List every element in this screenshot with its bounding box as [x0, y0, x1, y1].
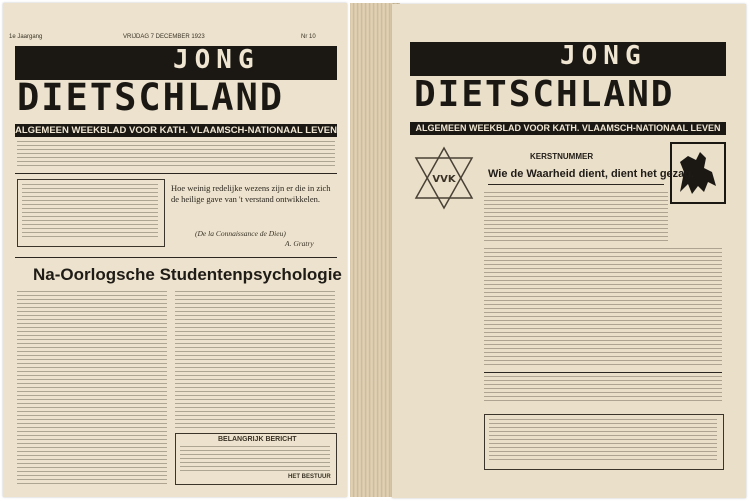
quote-text: Hoe weinig redelijke wezens zijn er die in zich de heilige gave van 't verstand ontwikkelen. — [171, 183, 331, 204]
contents-list — [489, 419, 717, 463]
left-newspaper — [3, 3, 347, 497]
motto: Wie de Waarheid dient, dient het gezag. — [488, 168, 695, 180]
contributors-list — [484, 192, 668, 242]
christmas-label: KERSTNUMMER — [530, 152, 594, 161]
avv-vvk-emblem-icon — [410, 144, 478, 212]
article-column-left — [17, 291, 167, 487]
contents-box — [17, 179, 165, 247]
quote-source: (De la Connaissance de Dieu) — [195, 229, 286, 238]
masthead-jong: JONG — [173, 45, 260, 75]
notice-sign: HET BESTUUR — [288, 474, 331, 480]
notice-box — [175, 433, 337, 485]
divider — [15, 257, 337, 258]
article-body-lower — [484, 376, 722, 404]
divider — [488, 184, 664, 185]
editorial-info — [17, 141, 335, 169]
masthead-title: DIETSCHLAND — [17, 76, 285, 119]
contents-list — [22, 184, 158, 240]
notice-text — [180, 446, 330, 474]
notice-title: BELANGRIJK BERICHT — [218, 436, 297, 443]
masthead-subtitle: ALGEMEEN WEEKBLAD VOOR KATH. VLAAMSCH-NATIONAAL LEVEN — [410, 122, 726, 135]
divider — [484, 372, 722, 373]
masthead-title: DIETSCHLAND — [414, 74, 675, 115]
article-column-right — [175, 291, 335, 429]
issue-number: Nr 10 — [301, 34, 316, 40]
contents-box — [484, 414, 724, 470]
article-body — [484, 248, 722, 368]
article-headline: Na-Oorlogsche Studentenpsychologie — [33, 265, 342, 284]
date-line: VRIJDAG 7 DECEMBER 1923 — [123, 34, 205, 40]
issue-label: 1e Jaargang — [9, 34, 43, 40]
masthead-jong: JONG — [560, 41, 647, 71]
divider — [15, 173, 337, 174]
right-newspaper — [392, 4, 746, 498]
svg-text:VVK: VVK — [432, 174, 456, 185]
masthead-subtitle: ALGEMEEN WEEKBLAD VOOR KATH. VLAAMSCH-NATIONAAL LEVEN — [15, 125, 337, 136]
quote-author: A. Gratry — [285, 239, 314, 248]
